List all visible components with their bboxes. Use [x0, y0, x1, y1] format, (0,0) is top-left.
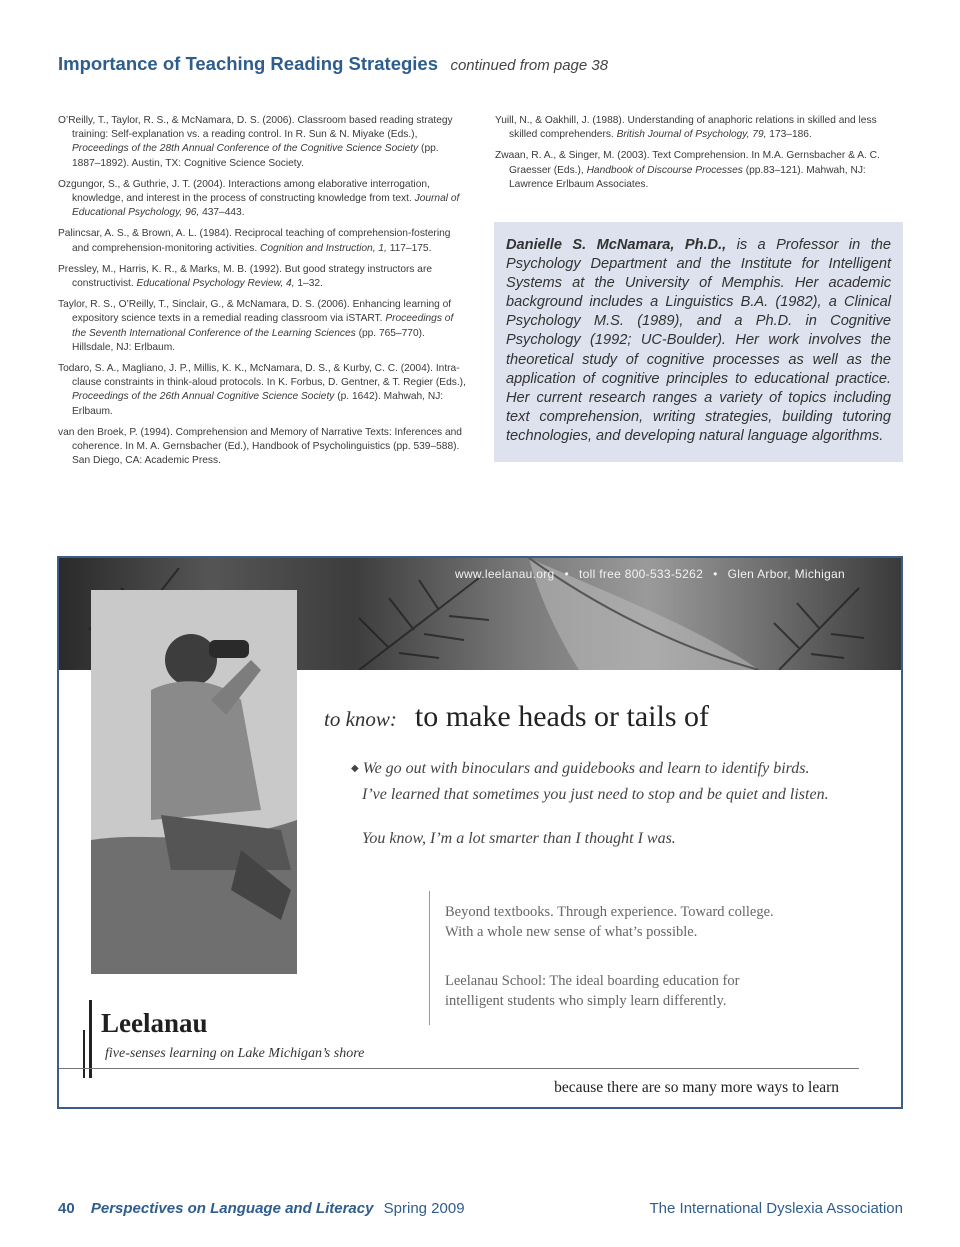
horizontal-divider	[59, 1068, 859, 1069]
quote-line-2: I’ve learned that sometimes you just need to stop and be quiet and listen.	[362, 786, 829, 803]
to-know-headline	[324, 700, 709, 734]
reference-entry: Todaro, S. A., Magliano, J. P., Millis, K. K., McNamara, D. S., & Kurby, C. C. (2004). Intra-clause constraints in think-aloud protocols. In K. Forbus, D. Gentner, & T. Regier (Eds.), Proceedings of the 26th Annual Cognitive Science Society (p. 1642). Mahwah, NJ: Erlbaum.	[58, 363, 466, 417]
article-title: Importance of Teaching Reading Strategies	[58, 53, 439, 74]
reference-entry: Ozgungor, S., & Guthrie, J. T. (2004). Interactions among elaborative interrogation, knowledge, and interest in the process of constructing knowledge from text. Journal of Educational Psychology, 96, 437–443.	[58, 178, 460, 219]
school-subtitle: five-senses learning on Lake Michigan’s shore	[105, 1046, 365, 1061]
journal-title: Perspectives on Language and Literacy	[90, 1200, 374, 1217]
page-number: 40	[58, 1200, 75, 1217]
continued-note: continued from page 38	[450, 57, 609, 74]
vertical-divider	[429, 891, 430, 1025]
reference-entry: Taylor, R. S., O’Reilly, T., Sinclair, G., & McNamara, D. S. (2006). Enhancing learning of expository science texts in a remedial reading classroom via iSTART. Proceedings of the Seventh International Conference of the Learning Sciences (pp. 765–770). Hillsdale, NJ: Erlbaum.	[58, 299, 454, 353]
to-know-label: to know:	[324, 707, 397, 731]
reference-entry: Palincsar, A. S., & Brown, A. L. (1984). Reciprocal teaching of comprehension-fostering and comprehension-monitoring activities. Cognition and Instruction, 1, 117–175.	[58, 228, 451, 254]
author-bio-text: is a Professor in the Psychology Department and the Institute for Intelligent Systems at the University of Memphis. Her academic background includes a Linguistics B.A. (1982), a Clinical Psychology M.S. (1989), and a Ph.D. in Cognitive Psychology (1992; UC-Boulder). Her work involves the theoretical study of cognitive processes as well as the application of cognitive principles to educational practice. Her current research ranges a variety of topics including text comprehension, writing strategies, building tutoring technologies, and developing natural language algorithms.	[506, 237, 891, 444]
page-header	[58, 53, 608, 75]
tagline-2: Leelanau School: The ideal boarding education for intelligent students who simply learn differently.	[445, 973, 740, 1009]
author-bio-box	[494, 222, 903, 462]
reference-entry: O’Reilly, T., Taylor, R. S., & McNamara, D. S. (2006). Classroom based reading strategy training: Self-explanation vs. a reading control. In R. Sun & N. Miyake (Eds.), Proceedings of the 28th Annual Conference of the Cognitive Science Society (pp. 1887–1892). Austin, TX: Cognitive Science Society.	[58, 115, 453, 169]
ad-slogan: because there are so many more ways to learn	[554, 1079, 839, 1096]
organization-name: The International Dyslexia Association	[649, 1200, 903, 1217]
page-footer	[58, 1200, 903, 1217]
leelanau-advertisement	[57, 556, 903, 1109]
quote-line-1: ◆ We go out with binoculars and guidebooks and learn to identify birds.	[351, 760, 810, 777]
reference-entry: Pressley, M., Harris, K. R., & Marks, M. B. (1992). But good strategy instructors are constructivist. Educational Psychology Review, 4, 1–32.	[58, 263, 433, 290]
quote-line-3: You know, I’m a lot smarter than I thought I was.	[362, 830, 676, 847]
ad-website: www.leelanau.org	[455, 567, 555, 581]
ad-location: Glen Arbor, Michigan	[727, 567, 845, 581]
diamond-bullet-icon: ◆	[351, 763, 359, 774]
to-know-phrase: to make heads or tails of	[414, 700, 709, 733]
tagline-1: Beyond textbooks. Through experience. Toward college. With a whole new sense of what’s possible.	[445, 904, 774, 940]
ad-contact-line: www.leelanau.org • toll free 800-533-5262 • Glen Arbor, Michigan	[455, 567, 845, 581]
references-right-column	[495, 114, 900, 199]
girl-silhouette-graphic	[91, 590, 297, 974]
ad-phone: toll free 800-533-5262	[579, 567, 704, 581]
author-name: Danielle S. McNamara, Ph.D.,	[506, 237, 727, 253]
reference-entry: Zwaan, R. A., & Singer, M. (2003). Text Comprehension. In M.A. Gernsbacher & A. C. Graesser (Eds.), Handbook of Discourse Processes (pp.83–121). Mahwah, NJ: Lawrence Erlbaum Associates.	[495, 150, 880, 190]
logo-bars-icon	[83, 1000, 97, 1078]
references-left-column	[58, 114, 466, 475]
reference-entry: van den Broek, P. (1994). Comprehension and Memory of Narrative Texts: Inferences and coherence. In M. A. Gernsbacher (Ed.), Handbook of Psycholinguistics (pp. 539–588). San Diego, CA: Academic Press.	[58, 426, 462, 467]
school-logo-name: Leelanau	[101, 1008, 208, 1038]
reference-entry: Yuill, N., & Oakhill, J. (1988). Understanding of anaphoric relations in skilled and less skilled comprehenders. British Journal of Psychology, 79, 173–186.	[495, 115, 877, 141]
issue-season: Spring 2009	[383, 1200, 465, 1217]
girl-with-binoculars-photo	[91, 590, 297, 974]
